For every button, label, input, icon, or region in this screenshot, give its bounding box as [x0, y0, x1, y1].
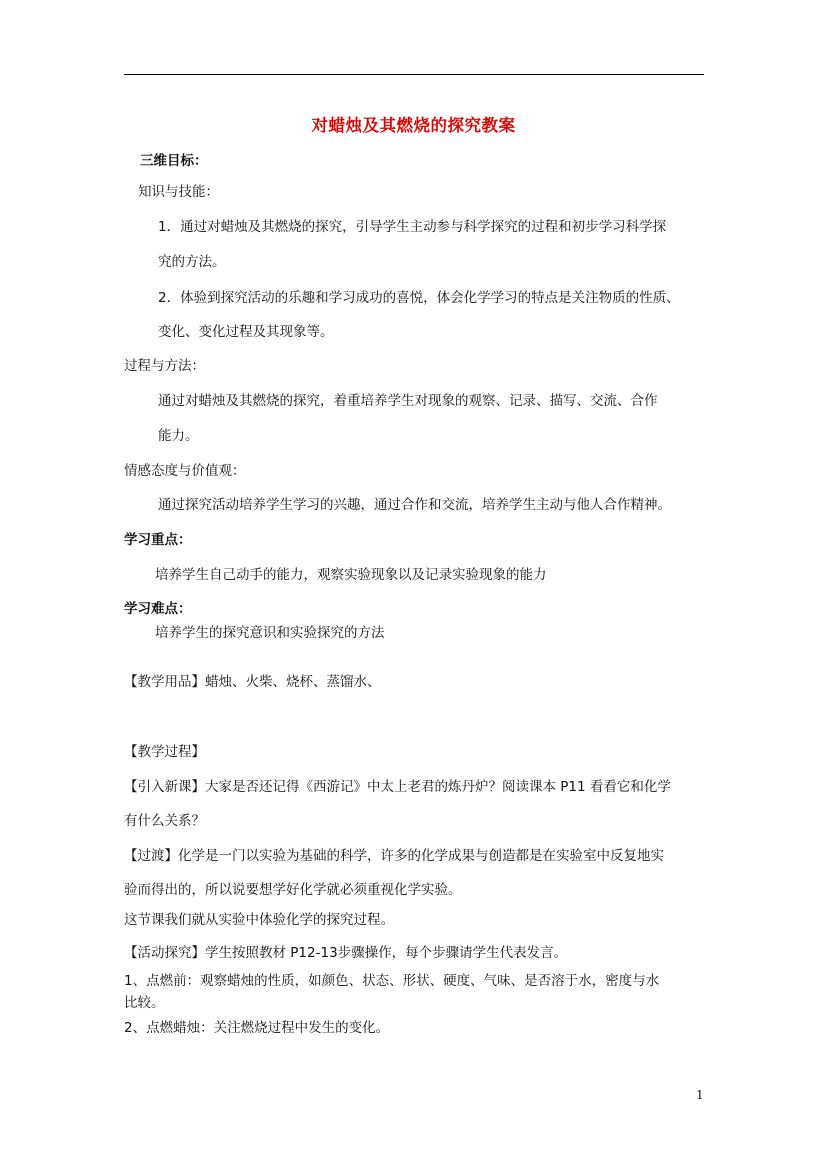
knowledge-heading: 知识与技能： [138, 184, 219, 200]
page-number: 1 [696, 1088, 704, 1102]
emotion-heading: 情感态度与价值观： [124, 463, 246, 479]
knowledge-item-1-line-1: 1．通过对蜡烛及其燃烧的探究，引导学生主动参与科学探究的过程和初步学习科学探 [158, 219, 667, 235]
transition-line-2: 验而得出的，所以说要想学好化学就必须重视化学实验。 [124, 882, 462, 898]
key-point-text: 培养学生自己动手的能力，观察实验现象以及记录实验现象的能力 [155, 567, 547, 583]
step-1-line-2: 比较。 [124, 995, 165, 1011]
header-rule [124, 74, 704, 75]
activity-line: 【活动探究】学生按照教材 P12-13步骤操作，每个步骤请学生代表发言。 [124, 945, 568, 961]
lesson-line: 这节课我们就从实验中体验化学的探究过程。 [124, 912, 394, 928]
step-2-line: 2、点燃蜡烛：关注燃烧过程中发生的变化。 [124, 1020, 390, 1036]
knowledge-item-1-line-2: 究的方法。 [158, 254, 226, 270]
document-title: 对蜡烛及其燃烧的探究教案 [311, 116, 516, 135]
step-1-line-1: 1、点燃前：观察蜡烛的性质，如颜色、状态、形状、硬度、气味、是否溶于水，密度与水 [124, 973, 660, 989]
emotion-text: 通过探究活动培养学生学习的兴趣，通过合作和交流，培养学生主动与他人合作精神。 [158, 497, 671, 513]
difficulty-heading: 学习难点： [124, 601, 192, 617]
knowledge-item-2-line-2: 变化、变化过程及其现象等。 [158, 324, 334, 340]
difficulty-text: 培养学生的探究意识和实验探究的方法 [155, 625, 385, 641]
knowledge-item-2-line-1: 2．体验到探究活动的乐趣和学习成功的喜悦，体会化学学习的特点是关注物质的性质、 [158, 290, 680, 306]
intro-line-2: 有什么关系？ [124, 813, 205, 829]
process-method-line-1: 通过对蜡烛及其燃烧的探究，着重培养学生对现象的观察、记录、描写、交流、合作 [158, 393, 658, 409]
key-point-heading: 学习重点： [124, 532, 192, 548]
process-method-heading: 过程与方法： [124, 358, 205, 374]
teaching-process-heading: 【教学过程】 [124, 744, 205, 760]
materials-line: 【教学用品】蜡烛、火柴、烧杯、蒸馏水、 [124, 674, 381, 690]
goals-heading: 三维目标： [140, 153, 208, 169]
process-method-line-2: 能力。 [158, 428, 199, 444]
transition-line-1: 【过渡】化学是一门以实验为基础的科学，许多的化学成果与创造都是在实验室中反复地实 [124, 848, 664, 864]
intro-line-1: 【引入新课】大家是否还记得《西游记》中太上老君的炼丹炉？阅读课本 P11 看看它和化学 [124, 779, 671, 795]
